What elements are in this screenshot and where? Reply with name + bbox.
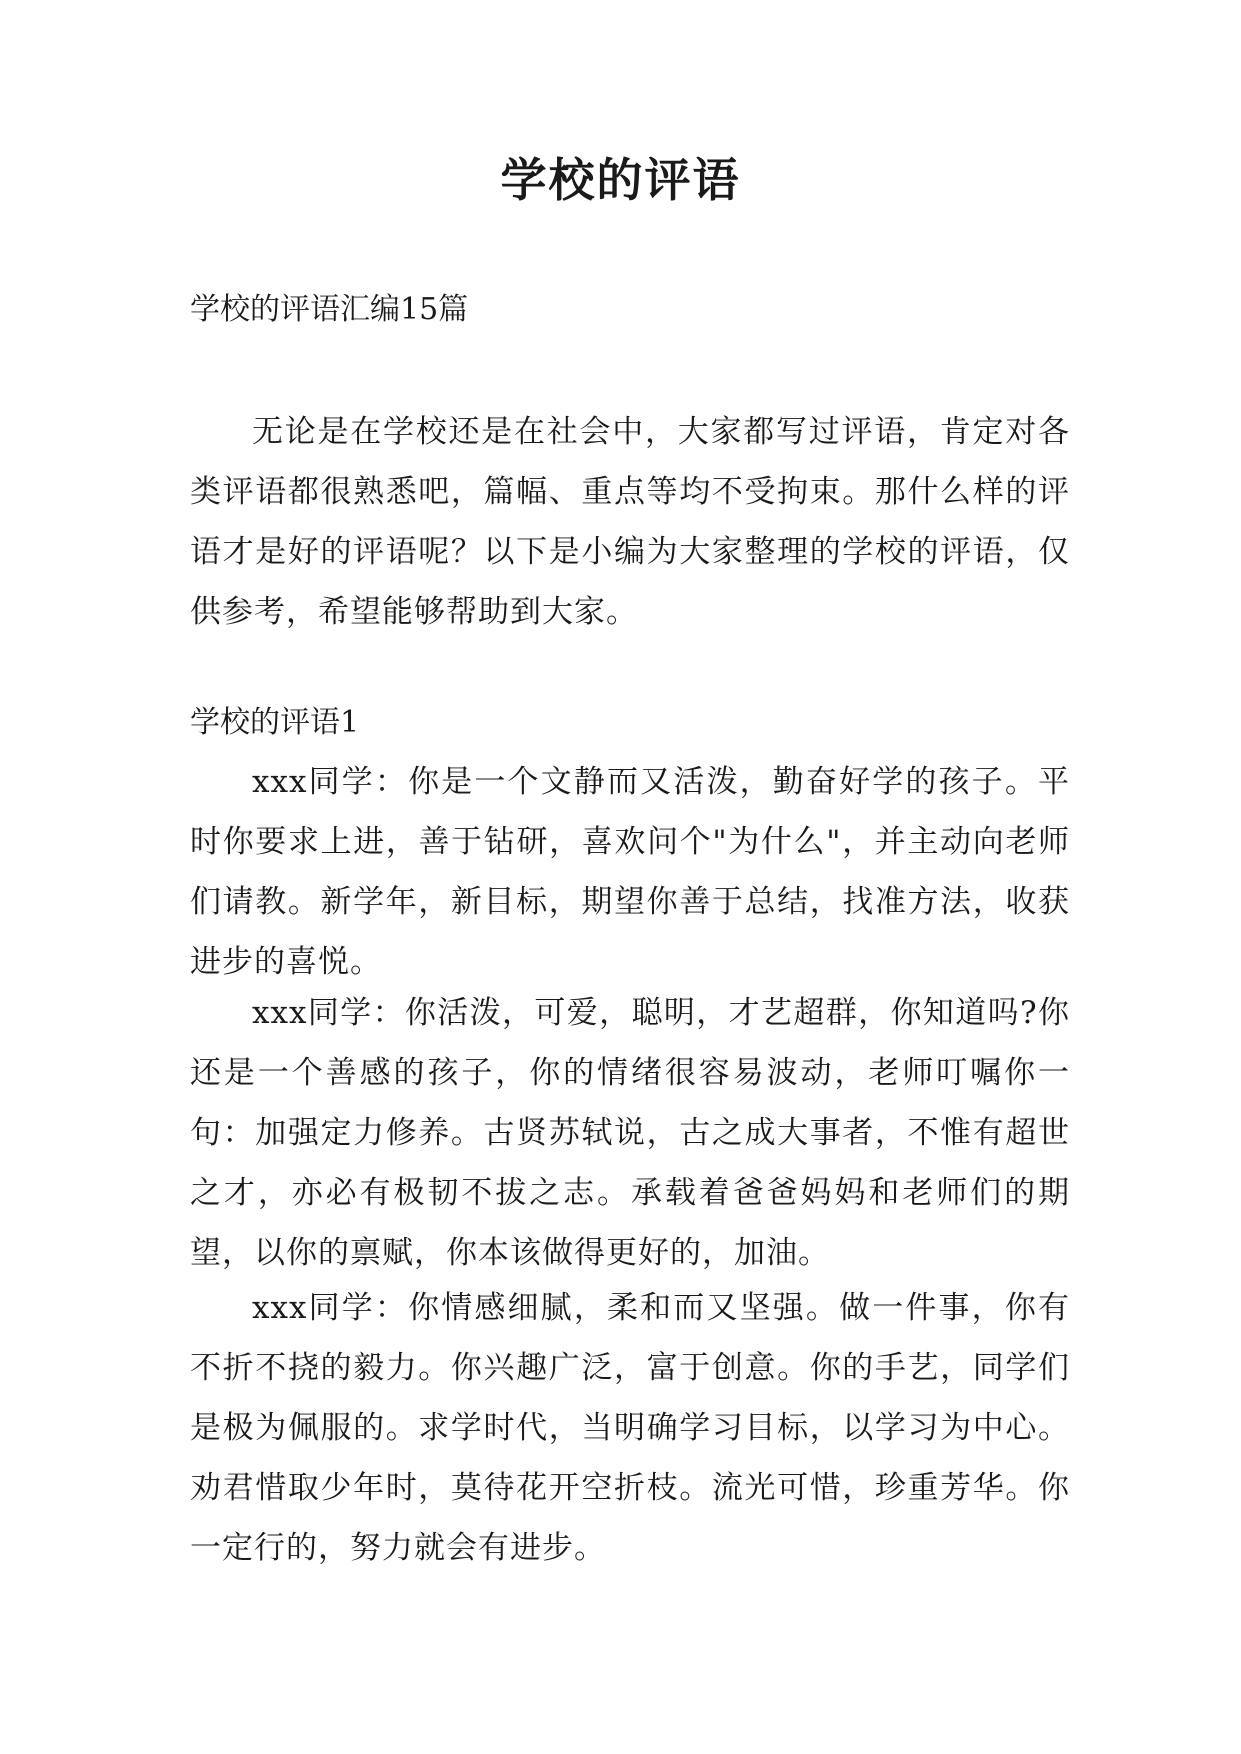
document-title: 学校的评语: [500, 153, 741, 207]
comment-paragraph: xxx同学：你是一个文静而又活泼，勤奋好学的孩子。平时你要求上进，善于钻研，喜欢问个"为什么"，并主动向老师们请教。新学年，新目标，期望你善于总结，找准方法，收获进步的喜悦。: [190, 764, 1070, 980]
comment-paragraph: xxx同学：你活泼，可爱，聪明，才艺超群，你知道吗?你还是一个善感的孩子，你的情绪很容易波动，老师叮嘱你一句：加强定力修养。古贤苏轼说，古之成大事者，不惟有超世之才，亦必有极韧不拔之志。承载着爸爸妈妈和老师们的期望，以你的禀赋，你本该做得更好的，加油。: [190, 995, 1070, 1271]
document-subtitle: 学校的评语汇编15篇: [190, 292, 469, 327]
comment-paragraph: xxx同学：你情感细腻，柔和而又坚强。做一件事，你有不折不挠的毅力。你兴趣广泛，富于创意。你的手艺，同学们是极为佩服的。求学时代，当明确学习目标，以学习为中心。劝君惜取少年时，莫待花开空折枝。流光可惜，珍重芳华。你一定行的，努力就会有进步。: [190, 1290, 1070, 1566]
section-heading: 学校的评语1: [190, 705, 360, 740]
intro-paragraph: 无论是在学校还是在社会中，大家都写过评语，肯定对各类评语都很熟悉吧，篇幅、重点等均不受拘束。那什么样的评语才是好的评语呢？以下是小编为大家整理的学校的评语，仅供参考，希望能够帮助到大家。: [190, 414, 1070, 630]
